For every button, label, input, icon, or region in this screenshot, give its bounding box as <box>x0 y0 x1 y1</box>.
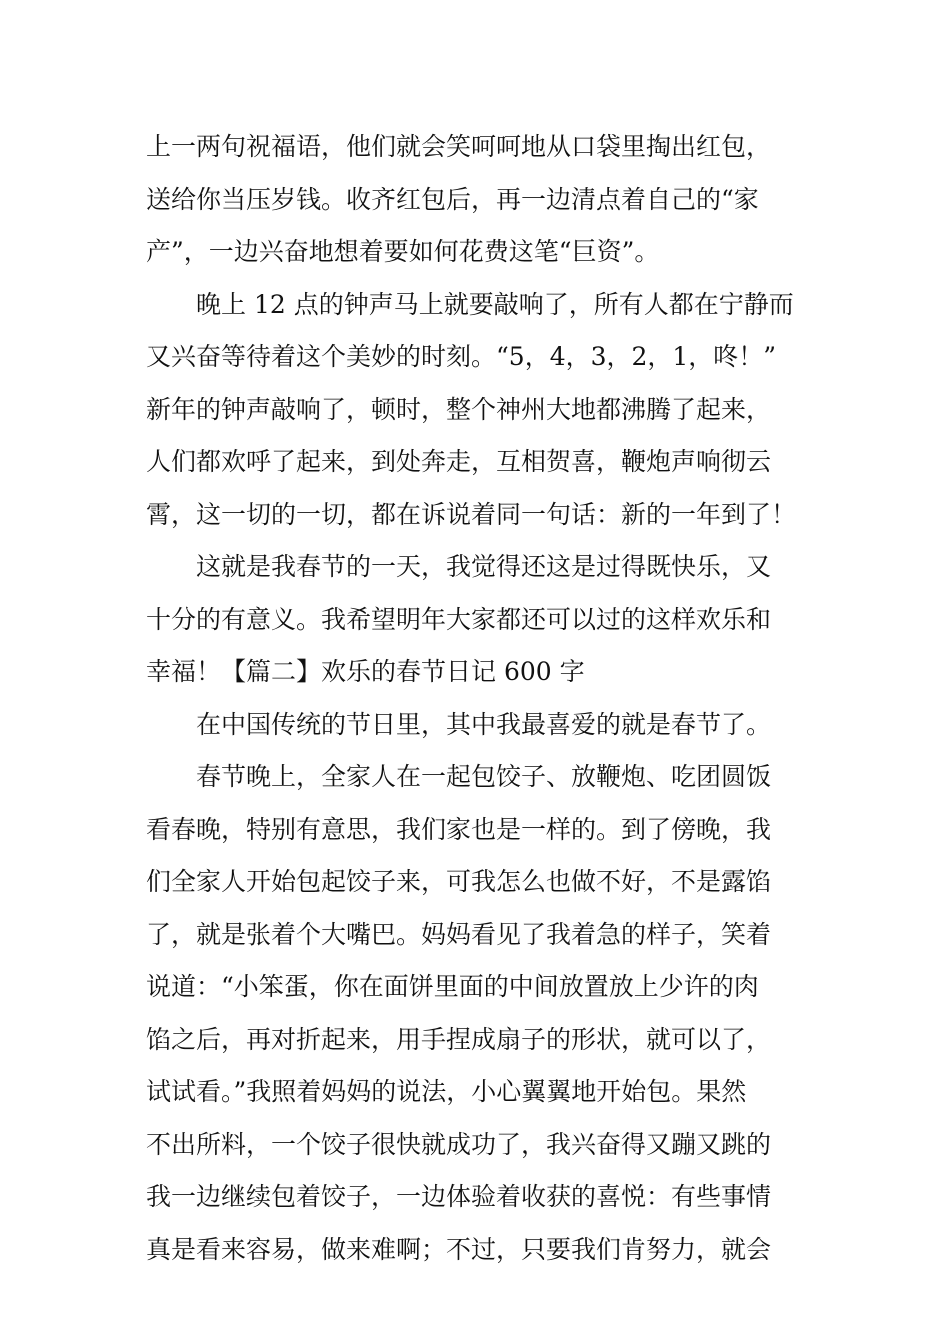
text-line: 又兴奋等待着这个美妙的时刻。“5，4，3，2，1，咚！” <box>146 342 777 371</box>
paragraph-first-line: 晚上 12 点的钟声马上就要敲响了，所有人都在宁静而 <box>196 289 794 319</box>
text-line: 不出所料，一个饺子很快就成功了，我兴奋得又蹦又跳的 <box>146 1129 772 1159</box>
paragraph-first-line: 在中国传统的节日里，其中我最喜爱的就是春节了。 <box>196 709 772 739</box>
text-line: 们全家人开始包起饺子来，可我怎么也做不好，不是露馅 <box>146 867 772 896</box>
text-line: 霄，这一切的一切，都在诉说着同一句话：新的一年到了！ <box>146 499 797 529</box>
text-line: 看春晚，特别有意思，我们家也是一样的。到了傍晚，我 <box>146 814 772 844</box>
text-line: 我一边继续包着饺子，一边体验着收获的喜悦：有些事情 <box>146 1182 772 1211</box>
text-line: 产”，一边兴奋地想着要如何花费这笔“巨资”。 <box>146 237 660 266</box>
text-line: 说道：“小笨蛋，你在面饼里面的中间放置放上少许的肉 <box>146 972 759 1001</box>
text-line: 人们都欢呼了起来，到处奔走，互相贺喜，鞭炮声响彻云 <box>146 447 772 476</box>
paragraph-first-line: 这就是我春节的一天，我觉得还这是过得既快乐，又 <box>196 552 772 581</box>
text-line: 十分的有意义。我希望明年大家都还可以过的这样欢乐和 <box>146 604 772 634</box>
section-heading-line: 幸福！【篇二】欢乐的春节日记 600 字 <box>146 657 585 686</box>
text-line: 新年的钟声敲响了，顿时，整个神州大地都沸腾了起来， <box>146 394 772 424</box>
text-line: 馅之后，再对折起来，用手捏成扇子的形状，就可以了， <box>146 1024 772 1054</box>
document-body <box>146 121 806 1276</box>
text-line: 真是看来容易，做来难啊；不过，只要我们肯努力，就会 <box>146 1234 772 1264</box>
text-line: 送给你当压岁钱。收齐红包后，再一边清点着自己的“家 <box>146 184 759 214</box>
text-line: 了，就是张着个大嘴巴。妈妈看见了我着急的样子，笑着 <box>146 919 772 949</box>
text-line: 上一两句祝福语，他们就会笑呵呵地从口袋里掏出红包， <box>146 132 772 161</box>
text-line: 试试看。”我照着妈妈的说法，小心翼翼地开始包。果然 <box>146 1077 747 1106</box>
paragraph-first-line: 春节晚上，全家人在一起包饺子、放鞭炮、吃团圆饭 <box>196 762 772 791</box>
